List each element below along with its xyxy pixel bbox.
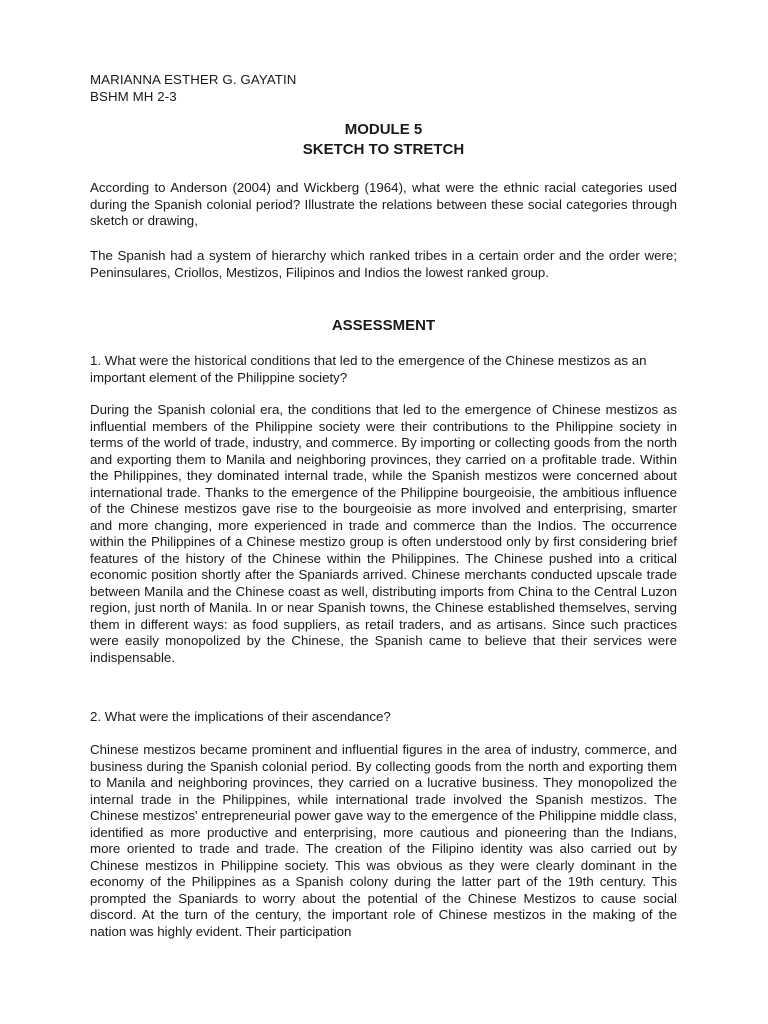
module-subtitle: SKETCH TO STRETCH bbox=[302, 141, 465, 158]
question-1: 1. What were the historical conditions that led to the emergence of the Chinese mestizos as an important element of the Philippine society? bbox=[90, 353, 647, 385]
author-name: MARIANNA ESTHER G. GAYATIN bbox=[90, 72, 297, 87]
module-title: MODULE 5 bbox=[344, 121, 423, 138]
question-2: 2. What were the implications of their ascendance? bbox=[90, 709, 391, 724]
assessment-heading: ASSESSMENT bbox=[331, 317, 436, 334]
intro-answer: The Spanish had a system of hierarchy which ranked tribes in a certain order and the order were; Peninsulares, Criollos, Mestizos, Filipinos and Indios the lowest ranked group. bbox=[90, 248, 677, 280]
answer-1: During the Spanish colonial era, the conditions that led to the emergence of Chinese mestizos as influential members of the Philippine society were their contributions to the Philippine society in terms of the world of trade, industry, and commerce. By importing or collecting goods from the north and exporting them to Manila and neighboring provinces, they carried on a profitable trade. Within the Philippines, they dominated internal trade, while the Spanish mestizos were concerned about international trade. Thanks to the emergence of the Philippine bourgeoisie, the ambitious influence of the Chinese mestizos gave rise to the bourgeoisie as more involved and enterprising, smarter and more changing, more experienced in trade and commerce than the Indios. The occurrence within the Philippines of a Chinese mestizo group is often understood only by first considering brief features of the history of the Chinese within the Philippines. The Chinese pushed into a critical economic position shortly after the Spaniards arrived. Chinese merchants conducted upscale trade between Manila and the Chinese coast as well, distributing imports from China to the Central Luzon region, just north of Manila. In or near Spanish towns, the Chinese established themselves, serving them in different ways: as food suppliers, as retail traders, and as artisans. Since such practices were easily monopolized by the Chinese, the Spanish came to believe that their services were indispensable. bbox=[90, 402, 677, 665]
class-section: BSHM MH 2-3 bbox=[90, 89, 177, 104]
intro-question: According to Anderson (2004) and Wickberg (1964), what were the ethnic racial categories used during the Spanish colonial period? Illustrate the relations between these social categories through sketch or drawing, bbox=[90, 180, 677, 228]
answer-2: Chinese mestizos became prominent and influential figures in the area of industry, commerce, and business during the Spanish colonial period. By collecting goods from the north and exporting them to Manila and neighboring provinces, they carried on a lucrative business. They monopolized the internal trade in the Philippines, while international trade involved the Spanish mestizos. The Chinese mestizos' entrepreneurial power gave way to the emergence of the Philippine middle class, identified as more productive and enterprising, more cautious and pioneering than the Indians, more oriented to trade and trade. The creation of the Filipino identity was also carried out by Chinese mestizos in Philippine society. This was obvious as they were clearly dominant in the economy of the Philippines as a Spanish colony during the latter part of the 19th century. This prompted the Spaniards to worry about the potential of the Chinese Mestizos to cause social discord. At the turn of the century, the important role of Chinese mestizos in the making of the nation was highly evident. Their participation bbox=[90, 742, 677, 939]
